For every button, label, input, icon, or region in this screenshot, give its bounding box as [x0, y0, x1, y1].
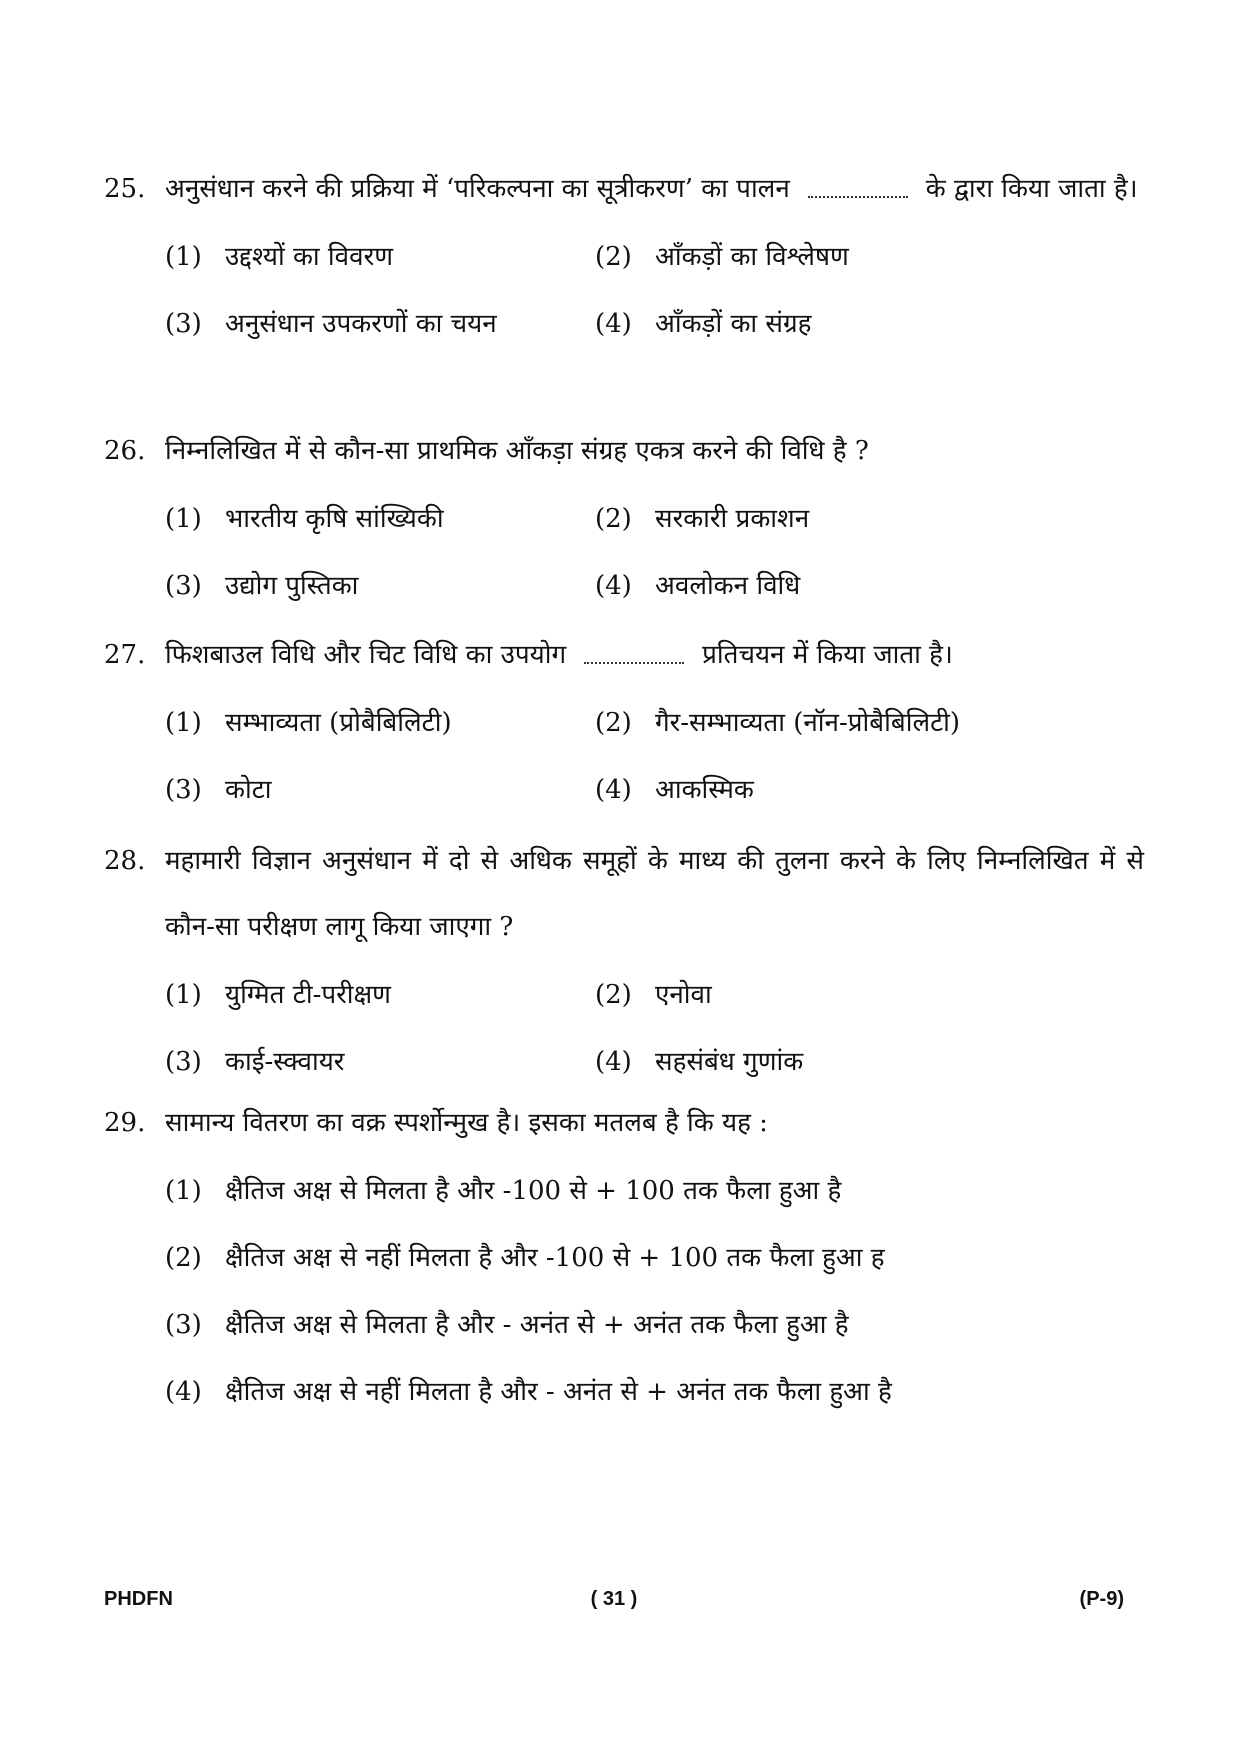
options — [165, 690, 1144, 824]
option-2: (2) एनोवा — [595, 980, 712, 1010]
option-3: (3) कोटा — [165, 775, 272, 805]
question-25 — [104, 156, 1144, 358]
options — [165, 486, 1144, 620]
question-text: सामान्य वितरण का वक्र स्पर्शोन्मुख है। इसका मतलब है कि यह : — [165, 1108, 768, 1138]
option-2: (2) क्षैतिज अक्ष से नहीं मिलता है और -100 से + 100 तक फैला हुआ ह — [165, 1243, 885, 1273]
question-26 — [104, 418, 1144, 620]
option-2: (2) गैर-सम्भाव्यता (नॉन-प्रोबैबिलिटी) — [595, 708, 961, 738]
option-3: (3) अनुसंधान उपकरणों का चयन — [165, 309, 497, 339]
options — [165, 962, 1144, 1096]
option-3: (3) उद्योग पुस्तिका — [165, 571, 359, 601]
question-28 — [104, 828, 1144, 1096]
option-4: (4) आकस्मिक — [595, 775, 754, 805]
option-4: (4) अवलोकन विधि — [595, 571, 801, 601]
question-number: 25. — [104, 174, 146, 204]
option-4: (4) क्षैतिज अक्ष से नहीं मिलता है और - अनंत से + अनंत तक फैला हुआ है — [165, 1377, 892, 1407]
question-text: फिशबाउल विधि और चिट विधि का उपयोग प्रतिचयन में किया जाता है। — [165, 640, 953, 670]
question-number: 26. — [104, 436, 146, 466]
question-text: निम्नलिखित में से कौन-सा प्राथमिक आँकड़ा संग्रह एकत्र करने की विधि है ? — [165, 436, 869, 466]
question-text: अनुसंधान करने की प्रक्रिया में ‘परिकल्पना का सूत्रीकरण’ का पालन के द्वारा किया जाता है। — [165, 174, 1138, 204]
question-number: 27. — [104, 640, 146, 670]
options — [165, 224, 1144, 358]
option-4: (4) सहसंबंध गुणांक — [595, 1047, 804, 1077]
fill-in-blank — [584, 648, 684, 664]
question-29 — [104, 1090, 1144, 1426]
option-2: (2) सरकारी प्रकाशन — [595, 504, 810, 534]
question-number: 29. — [104, 1108, 146, 1138]
option-1: (1) सम्भाव्यता (प्रोबैबिलिटी) — [165, 708, 452, 738]
page-number: ( 31 ) — [590, 1588, 638, 1610]
option-1: (1) उद्दश्यों का विवरण — [165, 242, 394, 272]
option-2: (2) आँकड़ों का विश्लेषण — [595, 242, 849, 272]
option-3: (3) काई-स्क्वायर — [165, 1047, 345, 1077]
option-1: (1) भारतीय कृषि सांख्यिकी — [165, 504, 444, 534]
paper-code: PHDFN — [104, 1588, 173, 1610]
question-text: महामारी विज्ञान अनुसंधान में दो से अधिक समूहों के माध्य की तुलना करने के लिए निम्नलिखित में से कौन-सा परीक्षण लागू किया जाएगा ? — [165, 846, 1144, 942]
option-1: (1) क्षैतिज अक्ष से मिलता है और -100 से + 100 तक फैला हुआ है — [165, 1176, 842, 1206]
option-3: (3) क्षैतिज अक्ष से मिलता है और - अनंत से + अनंत तक फैला हुआ है — [165, 1310, 849, 1340]
question-27 — [104, 622, 1144, 824]
fill-in-blank — [808, 182, 908, 198]
option-4: (4) आँकड़ों का संग्रह — [595, 309, 812, 339]
question-number: 28. — [104, 846, 146, 876]
options — [165, 1158, 1144, 1426]
option-1: (1) युग्मित टी-परीक्षण — [165, 980, 391, 1010]
paper-set: (P-9) — [1079, 1588, 1124, 1610]
page-footer — [104, 1588, 1124, 1618]
